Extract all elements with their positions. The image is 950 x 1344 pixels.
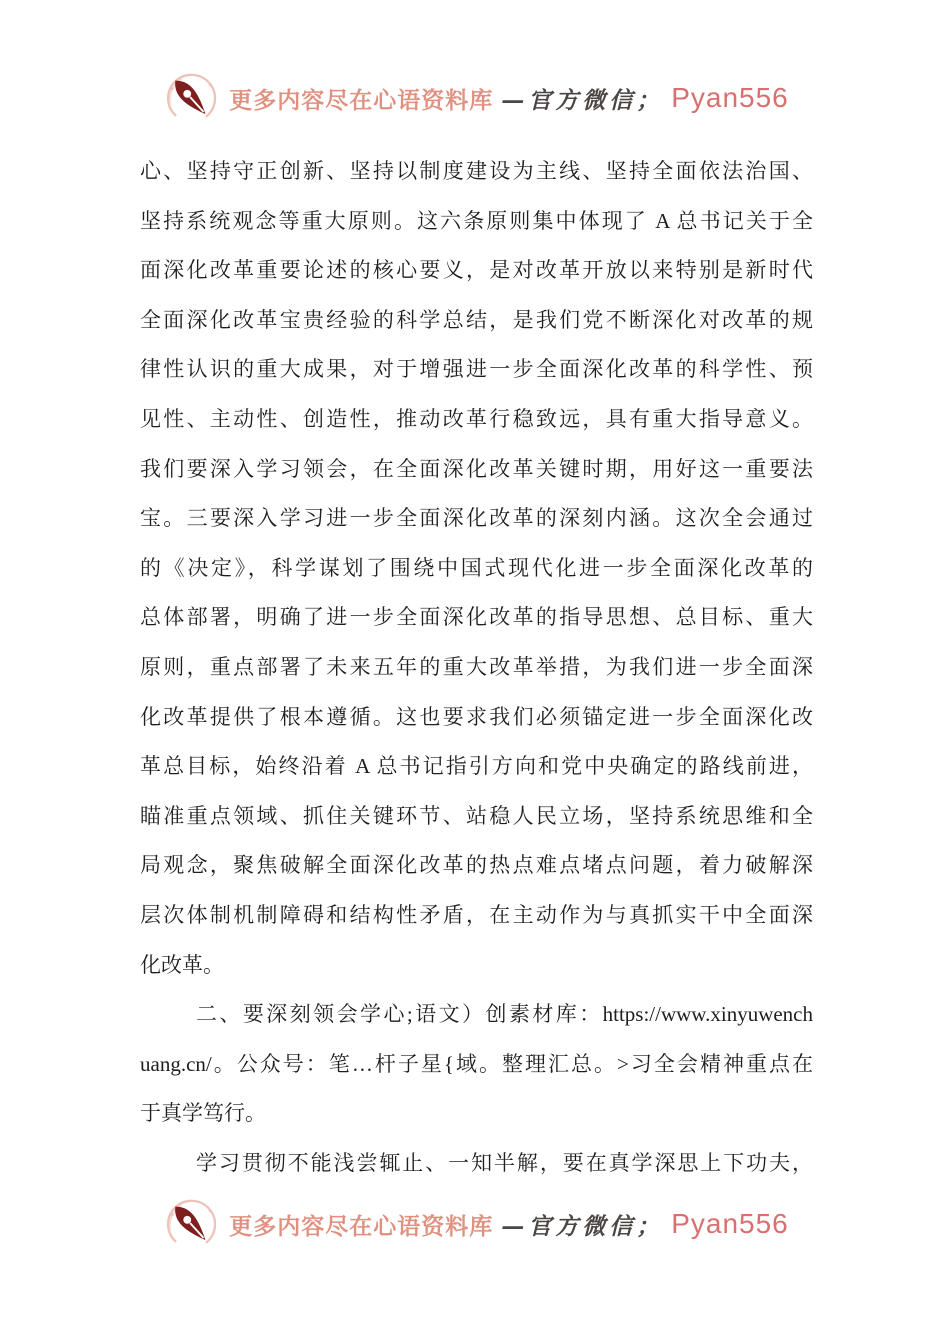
watermark-channel-label: —官方微信； [501,1212,664,1240]
text-line: 化改革。 [140,952,224,977]
document-body [140,147,813,1188]
watermark-wechat-id: Pyan556 [671,1208,789,1239]
text-line: 我们要深入学习领会，在全面深化改革关键时期，用好这一重要法 [140,456,813,481]
footer-watermark [0,1194,950,1254]
header-watermark [0,68,950,128]
text-line: 学习贯彻不能浅尝辄止、一知半解，要在真学深思上下功夫， [196,1150,813,1175]
pen-nib-logo-icon [161,68,221,128]
text-line: 瞄准重点领域、抓住关键环节、站稳人民立场，坚持系统思维和全 [140,803,813,828]
text-line: uang.cn/。公众号：笔…杆子星{域。整理汇总。>习全会精神重点在 [140,1051,813,1076]
watermark-wechat-id: Pyan556 [671,82,789,113]
text-line: 见性、主动性、创造性，推动改革行稳致远，具有重大指导意义。 [140,406,813,431]
text-line: 宝。三要深入学习进一步全面深化改革的深刻内涵。这次全会通过 [140,506,813,531]
text-line: 于真学笃行。 [140,1101,266,1126]
text-line: 层次体制机制障碍和结构性矛盾，在主动作为与真抓实干中全面深 [140,902,813,927]
text-line: 坚持系统观念等重大原则。这六条原则集中体现了 A 总书记关于全 [140,208,813,233]
text-line: 化改革提供了根本遵循。这也要求我们必须锚定进一步全面深化改 [140,704,813,729]
watermark-brand-text: 更多内容尽在心语资料库 [229,87,494,113]
text-line: 心、坚持守正创新、坚持以制度建设为主线、坚持全面依法治国、 [140,159,813,183]
text-line: 二、要深刻领会学心;语文）创素材库：https://www.xinyuwench [196,1002,813,1027]
watermark-brand-text: 更多内容尽在心语资料库 [229,1213,494,1239]
text-line: 全面深化改革宝贵经验的科学总结，是我们党不断深化对改革的规 [140,307,813,332]
text-line: 律性认识的重大成果，对于增强进一步全面深化改革的科学性、预 [140,357,813,382]
text-line: 原则，重点部署了未来五年的重大改革举措，为我们进一步全面深 [140,654,813,679]
pen-nib-logo-icon [161,1194,221,1254]
text-line: 的《决定》，科学谋划了围绕中国式现代化进一步全面深化改革的 [140,555,813,580]
text-line: 面深化改革重要论述的核心要义，是对改革开放以来特别是新时代 [140,258,813,283]
text-line: 革总目标，始终沿着 A 总书记指引方向和党中央确定的路线前进， [140,754,813,779]
text-line: 局观念，聚焦破解全面深化改革的热点难点堵点问题，着力破解深 [140,853,813,878]
text-line: 总体部署，明确了进一步全面深化改革的指导思想、总目标、重大 [140,605,813,630]
watermark-channel-label: —官方微信； [501,86,664,114]
